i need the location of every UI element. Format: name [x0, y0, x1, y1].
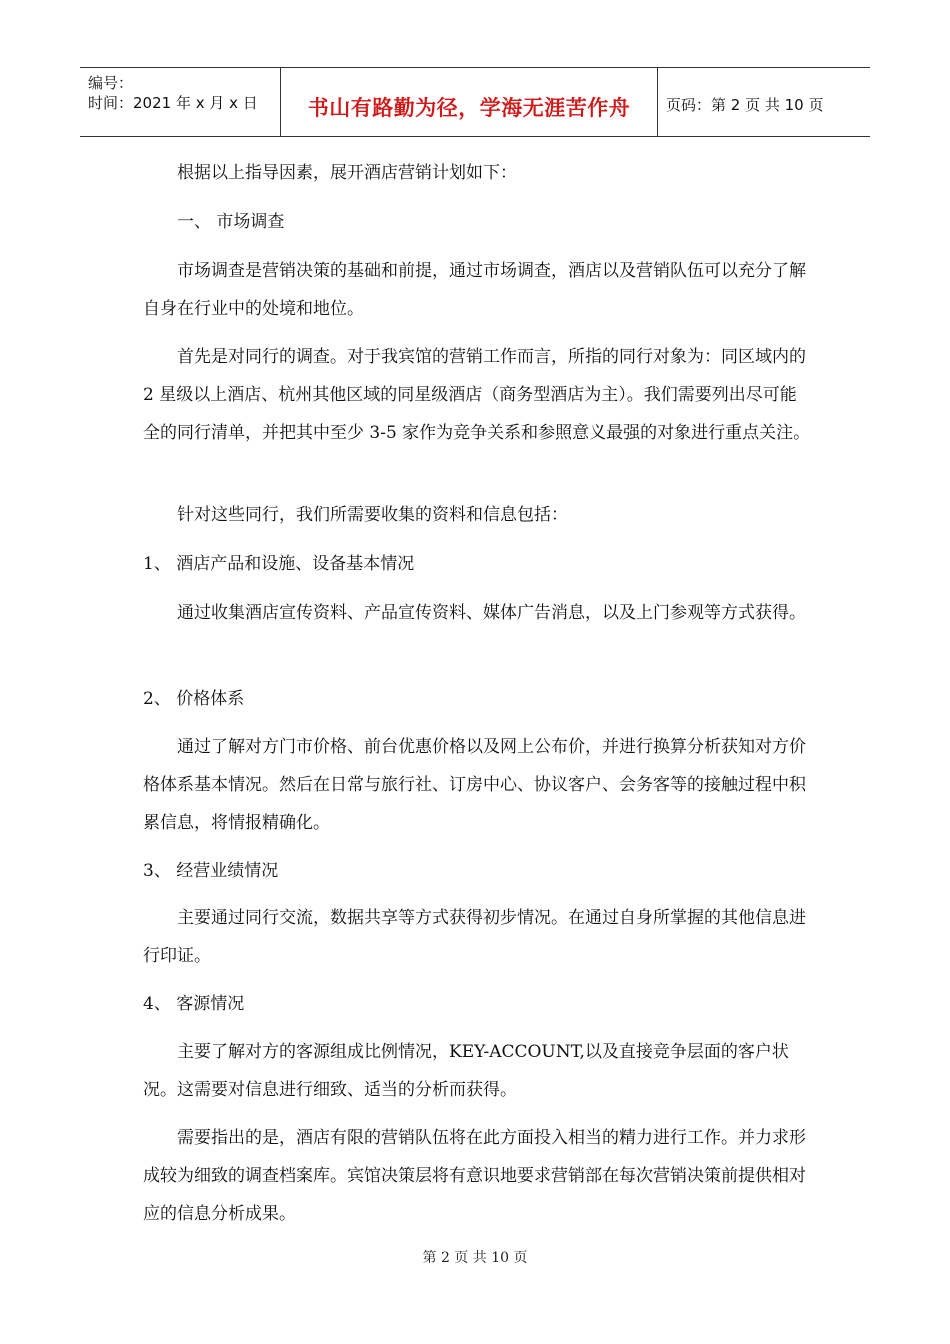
paragraph-customers: 主要了解对方的客源组成比例情况，KEY-ACCOUNT,以及直接竞争层面的客户状况。这需要对信息进行细致、适当的分析而获得。 — [143, 1042, 789, 1100]
list-item-products: 1、 酒店产品和设施、设备基本情况 — [143, 554, 415, 574]
document-number-label: 编号： — [88, 74, 134, 92]
header-motto: 书山有路勤为径，学海无涯苦作舟 — [307, 96, 631, 120]
page-header — [80, 67, 870, 137]
paragraph-conclusion: 需要指出的是，酒店有限的营销队伍将在此方面投入相当的精力进行工作。并力求形成较为细致的调查档案库。宾馆决策层将有意识地要求营销部在每次营销决策前提供相对应的信息分析成果。 — [143, 1128, 806, 1224]
header-meta-cell — [80, 68, 281, 136]
list-item-performance: 3、 经营业绩情况 — [143, 861, 279, 881]
paragraph-info-collect: 针对这些同行，我们所需要收集的资料和信息包括： — [177, 505, 568, 525]
paragraph-competitor-survey: 首先是对同行的调查。对于我宾馆的营销工作而言，所指的同行对象为：同区域内的 2 星级以上酒店、杭州其他区域的同星级酒店（商务型酒店为主）。我们需要列出尽可能全的同行清单，并把其中至少 3-5 家作为竞争关系和参照意义最强的对象进行重点关注。 — [143, 347, 811, 443]
paragraph-intro: 根据以上指导因素，展开酒店营销计划如下： — [177, 163, 517, 183]
list-item-customers: 4、 客源情况 — [143, 994, 245, 1014]
paragraph-products: 通过收集酒店宣传资料、产品宣传资料、媒体广告消息，以及上门参观等方式获得。 — [177, 603, 806, 623]
header-page-label: 页码：第 2 页 共 10 页 — [666, 96, 824, 114]
page-footer: 第 2 页 共 10 页 — [422, 1250, 528, 1266]
header-motto-cell — [281, 68, 658, 136]
section-heading-market-research: 一、 市场调查 — [177, 212, 285, 232]
document-date-label: 时间：2021 年 x 月 x 日 — [88, 94, 258, 112]
paragraph-market-research: 市场调查是营销决策的基础和前提，通过市场调查，酒店以及营销队伍可以充分了解自身在行业中的处境和地位。 — [143, 261, 806, 319]
paragraph-pricing: 通过了解对方门市价格、前台优惠价格以及网上公布价，并进行换算分析获知对方价格体系基本情况。然后在日常与旅行社、订房中心、协议客户、会务客等的接触过程中积累信息，将情报精确化。 — [143, 737, 806, 833]
paragraph-performance: 主要通过同行交流，数据共享等方式获得初步情况。在通过自身所掌握的其他信息进行印证。 — [143, 908, 806, 966]
list-item-pricing: 2、 价格体系 — [143, 689, 245, 709]
